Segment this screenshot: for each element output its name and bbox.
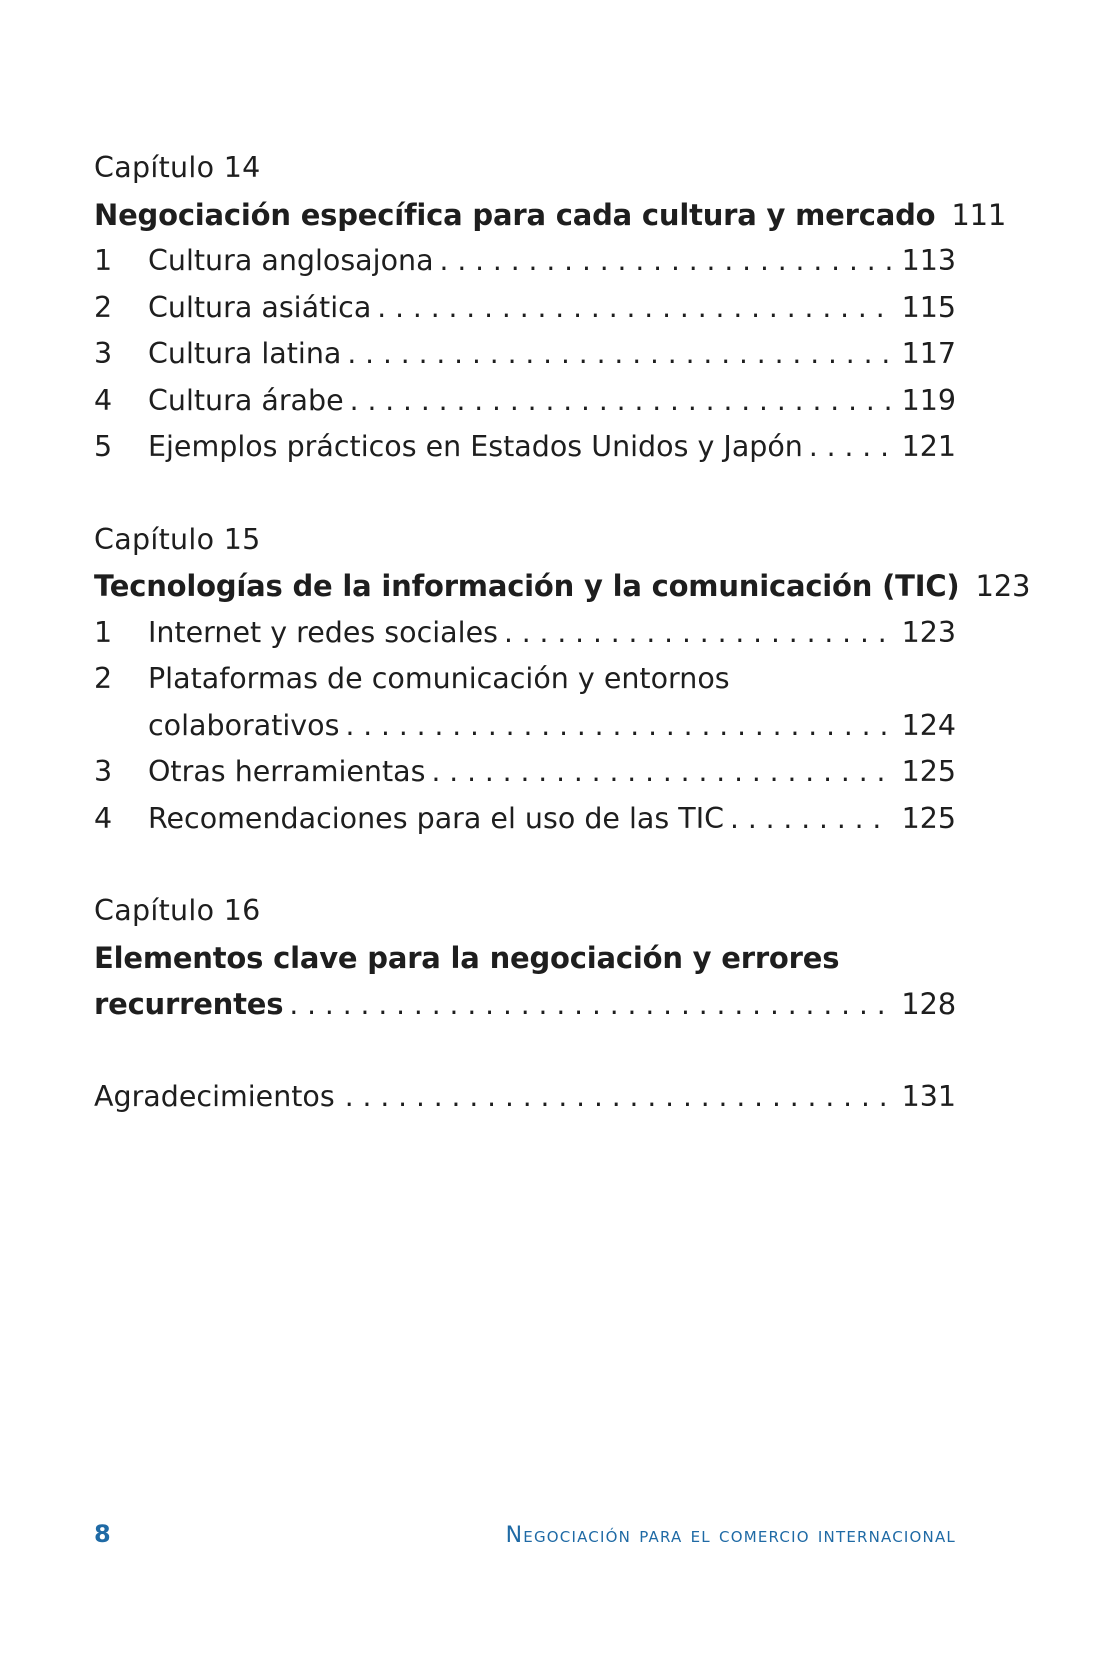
- leader-dots: [345, 1074, 892, 1121]
- page-number: 124: [901, 708, 956, 742]
- toc-entry: [94, 331, 956, 378]
- page-number: 113: [901, 244, 956, 277]
- leader-dots: [377, 285, 891, 332]
- toc-entry: [94, 749, 956, 796]
- section-title: Cultura latina: [148, 337, 342, 370]
- page-number: 125: [901, 755, 956, 788]
- leader-dots: [345, 703, 891, 750]
- page-number: 111: [951, 197, 1007, 232]
- leader-dots: [730, 796, 892, 843]
- page-number: 125: [901, 801, 956, 835]
- section-number: 2: [94, 662, 113, 695]
- chapter-label: Capítulo 14: [94, 151, 261, 184]
- chapter-title-row: [94, 563, 1031, 610]
- acknowledgements-entry: [94, 1074, 956, 1121]
- section-title: Internet y redes sociales: [148, 615, 498, 649]
- chapter-14: [94, 145, 1007, 471]
- section-number: 2: [94, 290, 113, 324]
- section-title: Cultura asiática: [148, 290, 372, 324]
- toc-entry: [94, 610, 956, 657]
- section-title-continuation: colaborativos: [148, 708, 340, 742]
- chapter-title: Negociación específica para cada cultura y mercado: [94, 197, 936, 232]
- section-title: Ejemplos prácticos en Estados Unidos y Japón: [148, 430, 803, 463]
- running-head: Negociación para el comercio internacional: [505, 1523, 956, 1548]
- leader-dots: [289, 982, 891, 1029]
- section-number: 4: [94, 801, 113, 835]
- chapter-title-continuation: recurrentes: [94, 987, 284, 1021]
- page-number: 131: [901, 1079, 956, 1113]
- section-number: 3: [94, 337, 113, 370]
- acknowledgements-title: Agradecimientos: [94, 1079, 335, 1113]
- toc-entry: [94, 238, 956, 285]
- page-number: 128: [901, 987, 956, 1021]
- page-number: 123: [975, 569, 1031, 603]
- leader-dots: [350, 378, 892, 425]
- leader-dots: [440, 238, 892, 285]
- chapter-title-row: [94, 192, 1007, 239]
- leader-dots: [504, 610, 892, 657]
- chapter-title: Tecnologías de la información y la comunicación (TIC): [94, 569, 960, 603]
- section-title: Cultura anglosajona: [148, 244, 434, 277]
- leader-dots: [347, 331, 891, 378]
- chapter-label: Capítulo 15: [94, 522, 261, 556]
- section-title: Cultura árabe: [148, 383, 344, 417]
- leader-dots: [431, 749, 891, 796]
- toc-entry: [94, 378, 956, 425]
- toc-entry: [94, 285, 956, 332]
- section-number: 1: [94, 244, 113, 277]
- page-number: 123: [901, 615, 956, 649]
- chapter-title-row-continuation: [94, 981, 956, 1028]
- page-footer: [94, 1520, 956, 1548]
- page-number: 119: [901, 383, 956, 417]
- chapter-label: Capítulo 16: [94, 894, 261, 927]
- toc-entry: [94, 796, 956, 843]
- toc-entry-continuation: [94, 703, 956, 750]
- leader-dots: [809, 424, 892, 471]
- chapter-15: [94, 517, 1031, 843]
- page-number: 121: [901, 430, 956, 463]
- chapter-title: Elementos clave para la negociación y errores: [94, 940, 840, 975]
- section-title: Otras herramientas: [148, 755, 426, 788]
- section-title: Recomendaciones para el uso de las TIC: [148, 801, 725, 835]
- toc-entry: [94, 424, 956, 471]
- section-title: Plataformas de comunicación y entornos: [148, 662, 730, 695]
- folio-page-number: 8: [94, 1520, 111, 1548]
- section-number: 3: [94, 755, 113, 788]
- toc-entry: [94, 656, 956, 703]
- chapter-16: [94, 888, 956, 1028]
- section-number: 4: [94, 383, 113, 417]
- page-number: 115: [901, 290, 956, 324]
- chapter-title-row: [94, 935, 956, 982]
- section-number: 5: [94, 430, 113, 463]
- table-of-contents: [94, 145, 1031, 1120]
- page-number: 117: [901, 337, 956, 370]
- section-number: 1: [94, 615, 113, 649]
